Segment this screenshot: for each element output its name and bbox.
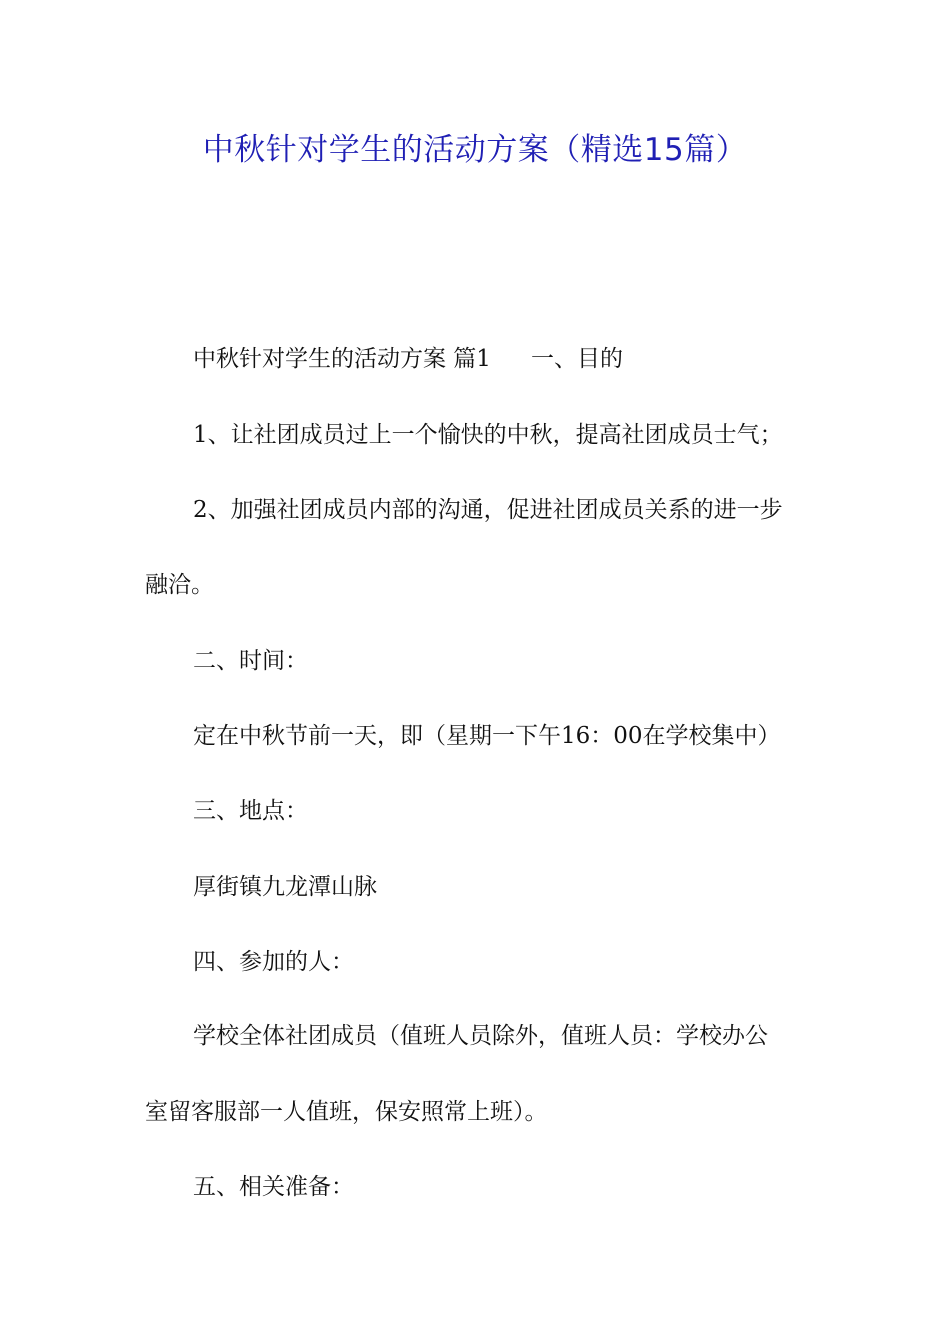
paragraph-5: 定在中秋节前一天，即（星期一下午16：00在学校集中） xyxy=(193,723,781,749)
paragraph-4: 二、时间： xyxy=(193,648,308,674)
paragraph-3-continued: 融洽。 xyxy=(145,572,214,598)
paragraph-10: 五、相关准备： xyxy=(193,1174,354,1200)
paragraph-8: 四、参加的人： xyxy=(193,949,354,975)
paragraph-1: 一、目的 xyxy=(530,346,623,372)
paragraph-9: 学校全体社团成员（值班人员除外，值班人员：学校办公 xyxy=(193,1023,768,1049)
paragraph-9-continued: 室留客服部一人值班，保安照常上班）。 xyxy=(145,1099,548,1125)
paragraph-2: 1、让社团成员过上一个愉快的中秋，提高社团成员士气； xyxy=(193,422,783,448)
section-heading: 中秋针对学生的活动方案 篇1 xyxy=(193,346,491,372)
document-title: 中秋针对学生的活动方案（精选15篇） xyxy=(202,132,748,168)
paragraph-heading-line xyxy=(145,341,810,377)
paragraph-6: 三、地点： xyxy=(193,798,308,824)
paragraph-3: 2、加强社团成员内部的沟通，促进社团成员关系的进一步 xyxy=(193,497,783,523)
paragraph-7: 厚街镇九龙潭山脉 xyxy=(193,874,377,900)
